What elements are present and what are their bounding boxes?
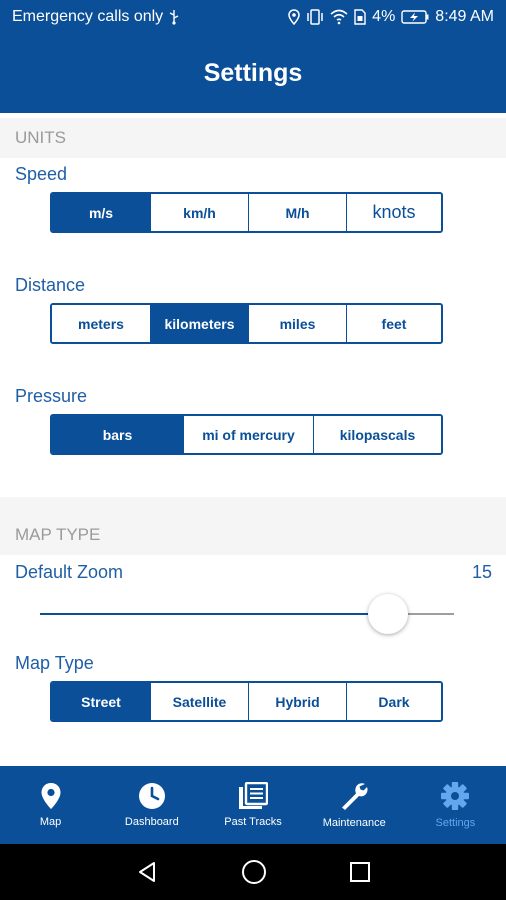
bottom-nav — [0, 766, 506, 844]
carrier-text: Emergency calls only — [12, 8, 164, 25]
page-title: Settings — [203, 59, 303, 87]
battery-charging-icon — [401, 10, 429, 24]
status-left — [12, 8, 179, 26]
slider-thumb[interactable] — [368, 594, 408, 634]
map-type-option-hybrid[interactable]: Hybrid — [248, 683, 346, 720]
section-header-map-type: MAP TYPE — [0, 497, 506, 555]
app-header — [0, 34, 506, 113]
map-type-selector — [50, 681, 443, 722]
nav-item-map[interactable] — [0, 766, 101, 844]
vibrate-icon — [306, 9, 324, 25]
distance-selector — [50, 303, 443, 344]
slider-track-filled — [40, 613, 388, 615]
default-zoom-value: 15 — [471, 562, 492, 582]
document-list-icon — [238, 782, 268, 810]
speed-selector — [50, 192, 443, 233]
battery-percent: 4% — [372, 8, 396, 25]
nav-label-map: Map — [39, 816, 62, 828]
system-nav-bar — [0, 844, 506, 900]
distance-label: Distance — [15, 275, 86, 295]
pressure-label: Pressure — [15, 386, 88, 406]
map-pin-icon — [40, 782, 62, 810]
pressure-selector — [50, 414, 443, 455]
nav-item-maintenance[interactable] — [304, 766, 405, 844]
speed-option-mph[interactable]: M/h — [248, 194, 346, 231]
pressure-option-mercury[interactable]: mi of mercury — [183, 416, 313, 453]
pressure-option-kilopascals[interactable]: kilopascals — [313, 416, 441, 453]
clock-time: 8:49 AM — [435, 8, 494, 25]
map-type-option-street[interactable]: Street — [52, 683, 150, 720]
default-zoom-label: Default Zoom — [15, 562, 124, 582]
usb-icon — [169, 9, 179, 25]
speed-option-kmh[interactable]: km/h — [150, 194, 248, 231]
recents-icon[interactable] — [349, 861, 371, 883]
zoom-slider[interactable] — [40, 594, 454, 634]
clock-icon — [138, 782, 166, 810]
distance-option-meters[interactable]: meters — [52, 305, 150, 342]
nav-label-past-tracks: Past Tracks — [224, 816, 282, 828]
location-icon — [288, 9, 300, 25]
nav-label-settings: Settings — [435, 817, 476, 829]
wifi-icon — [330, 9, 348, 25]
home-icon[interactable] — [241, 859, 267, 885]
back-icon[interactable] — [135, 860, 159, 884]
section-header-units: UNITS — [0, 118, 506, 158]
pressure-option-bars[interactable]: bars — [52, 416, 183, 453]
map-type-option-dark[interactable]: Dark — [346, 683, 441, 720]
nav-label-maintenance: Maintenance — [322, 817, 386, 829]
speed-option-ms[interactable]: m/s — [52, 194, 150, 231]
distance-option-feet[interactable]: feet — [346, 305, 441, 342]
nav-label-dashboard: Dashboard — [124, 816, 179, 828]
map-type-label: Map Type — [15, 653, 94, 673]
gear-icon — [440, 781, 470, 811]
status-bar — [0, 0, 506, 34]
nav-item-settings[interactable] — [405, 766, 506, 844]
distance-option-kilometers[interactable]: kilometers — [150, 305, 248, 342]
sim-icon — [354, 9, 366, 25]
wrench-icon — [339, 781, 369, 811]
nav-item-past-tracks[interactable] — [202, 766, 303, 844]
speed-option-knots[interactable]: knots — [346, 194, 441, 231]
map-type-option-satellite[interactable]: Satellite — [150, 683, 248, 720]
speed-label: Speed — [15, 164, 68, 184]
nav-item-dashboard[interactable] — [101, 766, 202, 844]
distance-option-miles[interactable]: miles — [248, 305, 346, 342]
status-right — [288, 8, 494, 26]
